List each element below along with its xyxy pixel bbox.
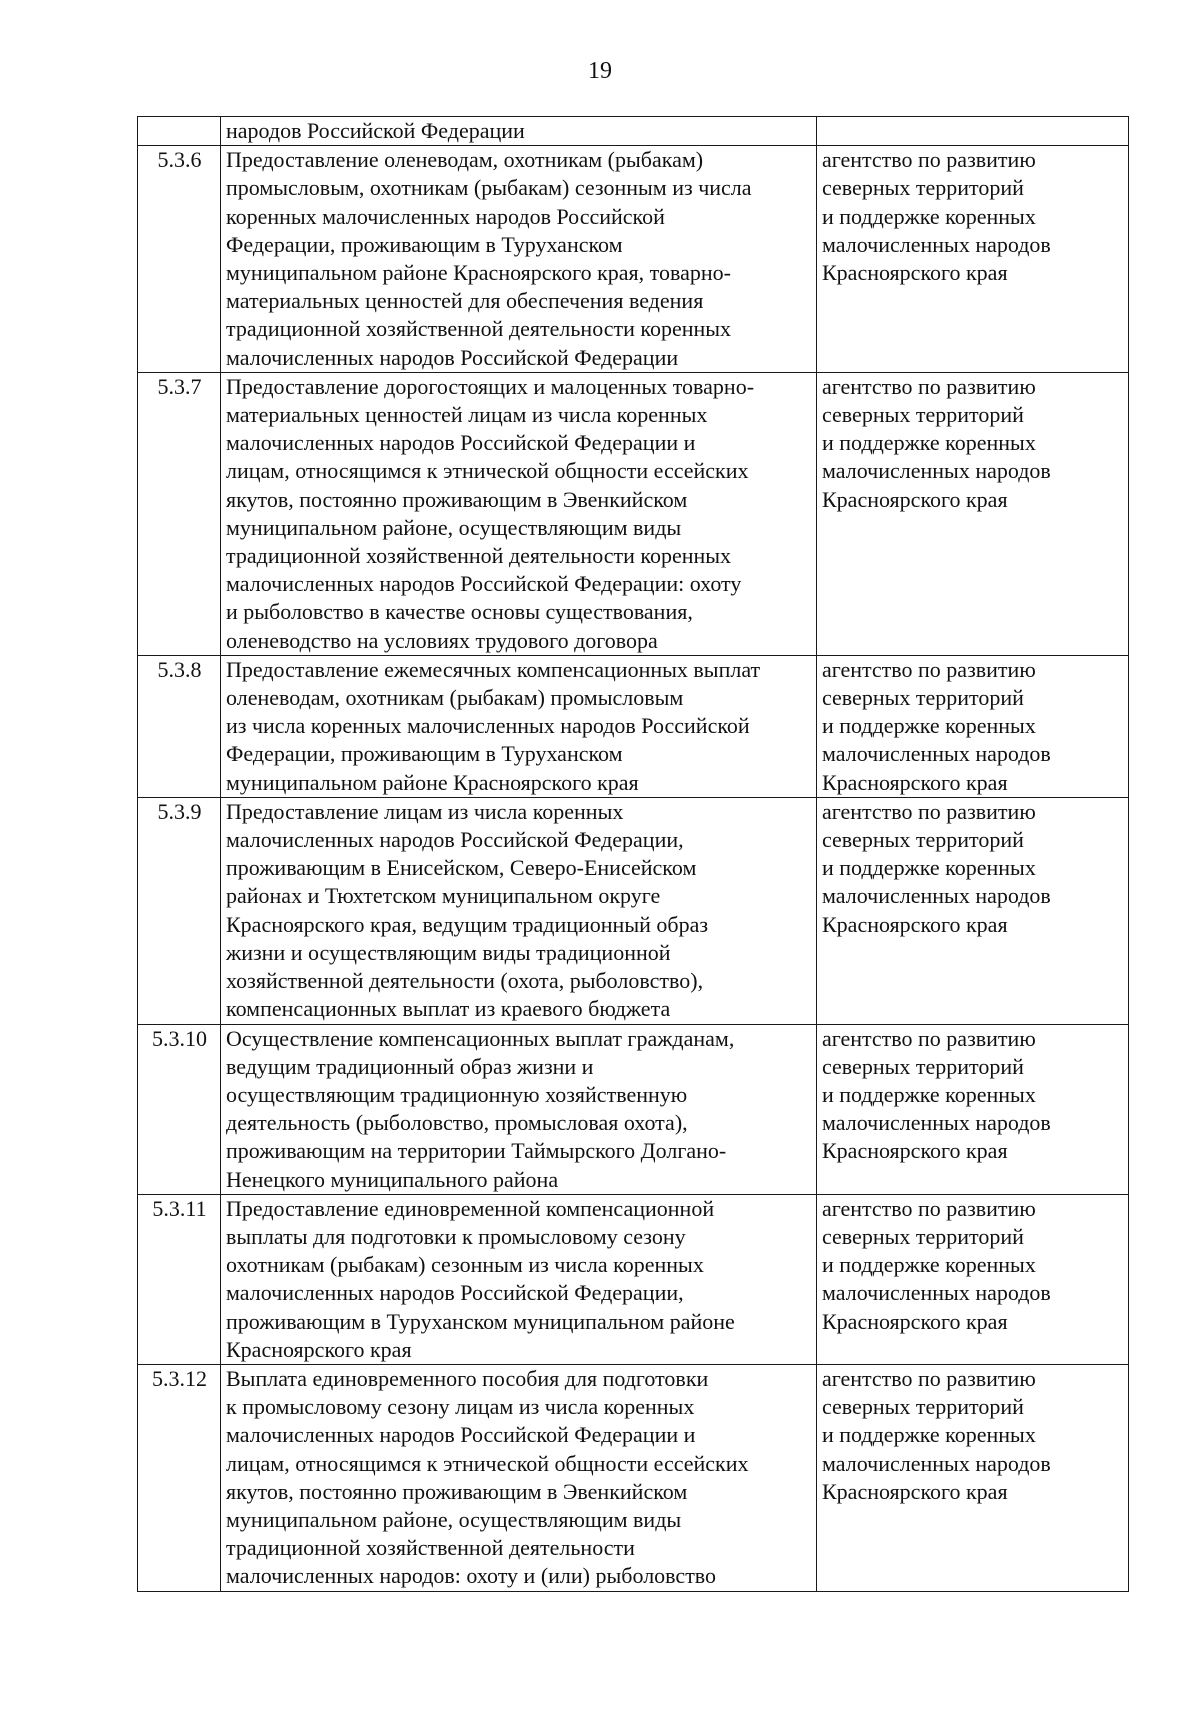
description-line: лицам, относящимся к этнической общности ессейских <box>226 458 749 484</box>
table-row <box>138 655 1129 797</box>
description-line: ведущим традиционный образ жизни и <box>226 1053 594 1079</box>
description-line: Предоставление ежемесячных компенсационных выплат <box>226 656 761 682</box>
description-line: материальных ценностей для обеспечения ведения <box>226 288 704 314</box>
responsible-line: и поддержке коренных <box>822 1252 1036 1278</box>
description-line: народов Российской Федерации <box>226 118 525 143</box>
description-line: хозяйственной деятельности (охота, рыболовство), <box>226 968 704 994</box>
responsible-line: и поддержке коренных <box>822 1422 1036 1448</box>
description-line: районах и Тюхтетском муниципальном округе <box>226 883 661 909</box>
responsible-line: агентство по развитию <box>822 1365 1036 1391</box>
table-row <box>138 1364 1129 1591</box>
table-row <box>138 1194 1129 1364</box>
description-line: жизни и осуществляющим виды традиционной <box>226 939 671 965</box>
description-line: осуществляющим традиционную хозяйственную <box>226 1081 688 1107</box>
description-line: малочисленных народов Российской Федерации, <box>226 1280 684 1306</box>
description-line: якутов, постоянно проживающим в Эвенкийском <box>226 1478 688 1504</box>
description-line: компенсационных выплат из краевого бюджета <box>226 996 671 1022</box>
responsible-agency <box>817 117 1129 146</box>
responsible-line: Красноярского края <box>822 1478 1008 1504</box>
responsible-line: малочисленных народов <box>822 458 1051 484</box>
item-number: 5.3.9 <box>138 797 221 1024</box>
responsible-line: малочисленных народов <box>822 1450 1051 1476</box>
description-line: к промысловому сезону лицам из числа коренных <box>226 1394 695 1420</box>
description-line: муниципальном районе Красноярского края <box>226 769 639 795</box>
description-line: муниципальном районе, осуществляющим виды <box>226 1506 682 1532</box>
description-line: охотникам (рыбакам) сезонным из числа коренных <box>226 1252 704 1278</box>
table-row <box>138 117 1129 146</box>
responsible-line: северных территорий <box>822 1223 1024 1249</box>
description-line: Выплата единовременного пособия для подготовки <box>226 1365 709 1391</box>
item-description <box>221 1024 817 1194</box>
responsible-line: и поддержке коренных <box>822 713 1036 739</box>
responsible-line: малочисленных народов <box>822 231 1051 257</box>
responsible-line: агентство по развитию <box>822 373 1036 399</box>
table-row <box>138 372 1129 655</box>
item-description <box>221 117 817 146</box>
responsible-line: Красноярского края <box>822 1138 1008 1164</box>
responsible-line: агентство по развитию <box>822 147 1036 173</box>
description-line: муниципальном районе, осуществляющим виды <box>226 514 682 540</box>
responsible-line: северных территорий <box>822 1053 1024 1079</box>
responsible-line: северных территорий <box>822 175 1024 201</box>
description-line: лицам, относящимся к этнической общности ессейских <box>226 1450 749 1476</box>
responsible-agency <box>817 1194 1129 1364</box>
responsible-line: Красноярского края <box>822 769 1008 795</box>
description-line: проживающим в Енисейском, Северо-Енисейском <box>226 855 697 881</box>
description-line: традиционной хозяйственной деятельности коренных <box>226 543 732 569</box>
responsible-line: Красноярского края <box>822 911 1008 937</box>
description-line: малочисленных народов Российской Федерации и <box>226 1422 696 1448</box>
description-line: оленеводство на условиях трудового договора <box>226 627 658 653</box>
responsible-agency <box>817 1364 1129 1591</box>
description-line: деятельность (рыболовство, промысловая охота), <box>226 1110 688 1136</box>
description-line: традиционной хозяйственной деятельности <box>226 1535 635 1561</box>
description-line: Красноярского края <box>226 1336 412 1362</box>
table-row <box>138 146 1129 373</box>
description-line: Предоставление оленеводам, охотникам (рыбакам) <box>226 147 704 173</box>
item-number: 5.3.7 <box>138 372 221 655</box>
description-line: Осуществление компенсационных выплат гражданам, <box>226 1025 735 1051</box>
page-number: 19 <box>588 58 612 84</box>
responsible-line: малочисленных народов <box>822 883 1051 909</box>
table-row <box>138 797 1129 1024</box>
description-line: коренных малочисленных народов Российской <box>226 203 665 229</box>
item-number: 5.3.11 <box>138 1194 221 1364</box>
responsible-line: Красноярского края <box>822 260 1008 286</box>
responsible-line: северных территорий <box>822 827 1024 853</box>
item-description <box>221 797 817 1024</box>
responsible-line: и поддержке коренных <box>822 430 1036 456</box>
responsible-line: и поддержке коренных <box>822 203 1036 229</box>
description-line: Предоставление дорогостоящих и малоценных товарно- <box>226 373 755 399</box>
measures-table <box>137 116 1129 1592</box>
description-line: малочисленных народов: охоту и (или) рыболовство <box>226 1563 717 1589</box>
description-line: малочисленных народов Российской Федерации: охоту <box>226 571 742 597</box>
responsible-line: северных территорий <box>822 1394 1024 1420</box>
item-number: 5.3.10 <box>138 1024 221 1194</box>
description-line: Федерации, проживающим в Туруханском <box>226 231 623 257</box>
description-line: Красноярского края, ведущим традиционный образ <box>226 911 709 937</box>
description-line: Предоставление лицам из числа коренных <box>226 798 624 824</box>
description-line: Предоставление единовременной компенсационной <box>226 1195 715 1221</box>
responsible-line: малочисленных народов <box>822 1280 1051 1306</box>
responsible-line: агентство по развитию <box>822 1195 1036 1221</box>
description-line: малочисленных народов Российской Федерации и <box>226 430 696 456</box>
responsible-agency <box>817 655 1129 797</box>
responsible-line: агентство по развитию <box>822 798 1036 824</box>
description-line: выплаты для подготовки к промысловому сезону <box>226 1223 686 1249</box>
description-line: материальных ценностей лицам из числа коренных <box>226 402 708 428</box>
responsible-line: Красноярского края <box>822 1308 1008 1334</box>
responsible-line: северных территорий <box>822 685 1024 711</box>
responsible-agency <box>817 797 1129 1024</box>
responsible-line: агентство по развитию <box>822 656 1036 682</box>
item-description <box>221 146 817 373</box>
item-number: 5.3.8 <box>138 655 221 797</box>
item-description <box>221 372 817 655</box>
responsible-line: малочисленных народов <box>822 1110 1051 1136</box>
description-line: Ненецкого муниципального района <box>226 1166 559 1192</box>
description-line: оленеводам, охотникам (рыбакам) промысловым <box>226 685 684 711</box>
table-row <box>138 1024 1129 1194</box>
description-line: Федерации, проживающим в Туруханском <box>226 741 623 767</box>
description-line: малочисленных народов Российской Федерации <box>226 344 679 370</box>
item-number <box>138 117 221 146</box>
description-line: проживающим в Туруханском муниципальном районе <box>226 1308 735 1334</box>
description-line: промысловым, охотникам (рыбакам) сезонным из числа <box>226 175 752 201</box>
description-line: традиционной хозяйственной деятельности коренных <box>226 316 732 342</box>
item-description <box>221 655 817 797</box>
item-number: 5.3.6 <box>138 146 221 373</box>
responsible-agency <box>817 1024 1129 1194</box>
responsible-line: Красноярского края <box>822 486 1008 512</box>
description-line: из числа коренных малочисленных народов Российской <box>226 713 750 739</box>
responsible-line: и поддержке коренных <box>822 1081 1036 1107</box>
responsible-agency <box>817 372 1129 655</box>
description-line: якутов, постоянно проживающим в Эвенкийском <box>226 486 688 512</box>
description-line: проживающим на территории Таймырского Долгано- <box>226 1138 727 1164</box>
table-body <box>138 117 1129 1592</box>
responsible-line: малочисленных народов <box>822 741 1051 767</box>
responsible-line: северных территорий <box>822 402 1024 428</box>
responsible-agency <box>817 146 1129 373</box>
description-line: и рыболовство в качестве основы существования, <box>226 599 693 625</box>
item-number: 5.3.12 <box>138 1364 221 1591</box>
responsible-line: и поддержке коренных <box>822 855 1036 881</box>
responsible-line: агентство по развитию <box>822 1025 1036 1051</box>
description-line: малочисленных народов Российской Федерации, <box>226 827 684 853</box>
description-line: муниципальном районе Красноярского края, товарно- <box>226 260 731 286</box>
item-description <box>221 1194 817 1364</box>
item-description <box>221 1364 817 1591</box>
